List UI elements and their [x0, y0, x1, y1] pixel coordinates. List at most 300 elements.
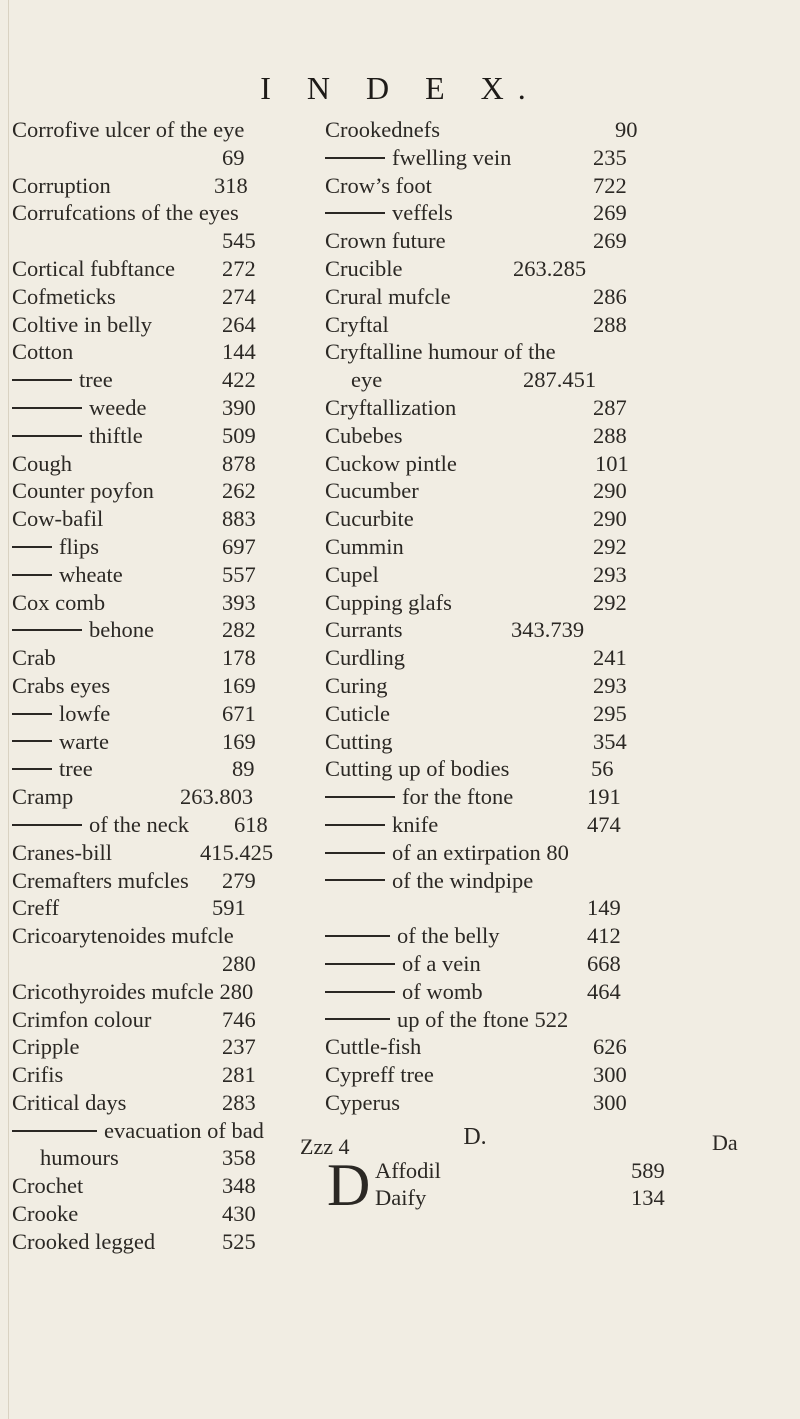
- index-entry: [12, 283, 322, 311]
- entry-term-text: Cotton: [12, 339, 74, 365]
- entry-term: [12, 366, 113, 394]
- entry-term-text: Crifis: [12, 1062, 64, 1088]
- entry-term: [325, 811, 438, 839]
- ditto-dash: [12, 407, 82, 409]
- entry-term-text: tree: [59, 756, 93, 782]
- entry-term: [325, 950, 481, 978]
- entry-term: [12, 644, 56, 672]
- index-entry: [12, 1200, 322, 1228]
- entry-page-number: 269: [593, 228, 627, 254]
- ditto-dash: [325, 991, 395, 993]
- entry-page-number: 288: [593, 422, 627, 448]
- index-entry: [325, 1089, 745, 1117]
- entry-term-text: Corrufcations of the eyes: [12, 200, 239, 226]
- entry-term: [12, 1033, 80, 1061]
- index-entry: [12, 616, 322, 644]
- entry-page-number: 697: [222, 533, 256, 559]
- entry-term: [12, 422, 143, 450]
- entry-term-text: Cuckow pintle: [325, 450, 457, 476]
- entry-page-number: 474: [587, 811, 621, 837]
- index-entry: [12, 839, 322, 867]
- entry-page-number: 668: [587, 950, 621, 976]
- entry-page-number: 557: [222, 561, 256, 587]
- entry-term-text: warte: [59, 728, 109, 754]
- entry-term: [325, 394, 456, 422]
- entry-page-number: 283: [222, 1089, 256, 1115]
- entry-term: [12, 505, 103, 533]
- entry-page-number: 343.739: [511, 617, 585, 643]
- entry-page-number: 101: [595, 450, 629, 476]
- entry-page-number: 318: [214, 172, 248, 198]
- ditto-dash: [12, 824, 82, 826]
- index-entry: [325, 450, 745, 478]
- entry-term-text: Cupping glafs: [325, 589, 452, 615]
- index-entry: [325, 283, 745, 311]
- entry-term-text: Cranes-bill: [12, 839, 112, 865]
- index-entry: [325, 422, 745, 450]
- entry-term-text: Cricothyroides mufcle 280: [12, 978, 254, 1004]
- entry-term: [12, 700, 110, 728]
- index-entry: [325, 728, 745, 756]
- entry-term: [325, 338, 556, 366]
- index-entry: [325, 172, 745, 200]
- ditto-dash: [12, 1130, 97, 1132]
- index-entry: [325, 950, 745, 978]
- entry-page-number: 272: [222, 255, 256, 281]
- ditto-dash: [325, 212, 385, 214]
- entry-term: [12, 199, 239, 227]
- ditto-dash: [325, 157, 385, 159]
- index-entry: [325, 1061, 745, 1089]
- index-entry: [12, 978, 322, 1006]
- entry-page-number: 290: [593, 478, 627, 504]
- index-entry: [325, 199, 745, 227]
- index-entry: [12, 1117, 322, 1145]
- entry-page-number: 618: [234, 811, 268, 837]
- index-entry: [325, 700, 745, 728]
- entry-page-number: 883: [222, 506, 256, 532]
- entry-page-number: 241: [593, 645, 627, 671]
- entry-term-text: Coltive in belly: [12, 311, 152, 337]
- index-entry: [325, 116, 745, 144]
- entry-term-text: Corrofive ulcer of the eye: [12, 117, 245, 142]
- ditto-dash: [325, 1018, 390, 1020]
- entry-page-number: 134: [631, 1184, 665, 1210]
- ditto-dash: [12, 379, 72, 381]
- entry-term-text: knife: [392, 811, 439, 837]
- entry-term: [325, 1061, 434, 1089]
- entry-term-text: Crochet: [12, 1173, 84, 1199]
- index-entry: [12, 338, 322, 366]
- entry-term: [325, 839, 569, 867]
- entry-term: [12, 338, 73, 366]
- entry-term: [325, 255, 402, 283]
- ditto-dash: [12, 546, 52, 548]
- index-entry: [325, 672, 745, 700]
- ditto-dash: [12, 435, 82, 437]
- entry-term: [12, 839, 112, 867]
- entry-term-text: wheate: [59, 561, 123, 587]
- entry-term-text: Crab: [12, 645, 56, 671]
- entry-term-text: weede: [89, 394, 147, 420]
- entry-term: [325, 589, 452, 617]
- entry-term: [12, 450, 72, 478]
- entry-term: [12, 783, 73, 811]
- entry-term-text: Cripple: [12, 1034, 80, 1060]
- entry-term: [12, 394, 146, 422]
- entry-term: [325, 755, 509, 783]
- page-header: I N D E X.: [260, 70, 540, 106]
- entry-term: [325, 227, 446, 255]
- entry-term: [12, 255, 175, 283]
- entry-page-number: 545: [222, 228, 256, 254]
- entry-term: [12, 1228, 155, 1256]
- index-entry: [12, 1033, 322, 1061]
- entry-term-text: Cramp: [12, 784, 74, 810]
- entry-term: [325, 116, 440, 144]
- entry-term-text: Cryftal: [325, 311, 389, 337]
- index-entry: [325, 477, 745, 505]
- entry-term: [12, 533, 99, 561]
- entry-page-number: 422: [222, 367, 256, 393]
- entry-term-text: of womb: [402, 978, 483, 1004]
- entry-page-number: 464: [587, 978, 621, 1004]
- ditto-dash: [325, 963, 395, 965]
- entry-page-number: 288: [593, 311, 627, 337]
- entry-term: Daify: [375, 1184, 427, 1210]
- index-entry: [12, 533, 322, 561]
- entry-term: [12, 172, 111, 200]
- index-entry: [12, 589, 322, 617]
- ditto-dash: [325, 935, 390, 937]
- entry-page-number: 430: [222, 1201, 256, 1227]
- entry-page-number: 589: [631, 1157, 665, 1183]
- index-entry: [12, 255, 322, 283]
- entry-term-text: Counter poyfon: [12, 478, 154, 504]
- index-entry: [325, 227, 745, 255]
- entry-term: [325, 561, 379, 589]
- entry-term: [325, 644, 405, 672]
- index-entry: [12, 1089, 322, 1117]
- index-entry: [12, 950, 322, 978]
- entry-term: [325, 283, 451, 311]
- entry-term-text: Crooke: [12, 1201, 79, 1227]
- index-entry: [12, 227, 322, 255]
- entry-page-number: 412: [587, 923, 621, 949]
- entry-page-number: 415.425: [200, 839, 274, 865]
- entry-page-number: 169: [222, 728, 256, 754]
- entry-term-text: Crown future: [325, 228, 446, 254]
- entry-term-text: Cremafters mufcles: [12, 867, 189, 893]
- ditto-dash: [325, 796, 395, 798]
- entry-term: [12, 1117, 264, 1145]
- index-entry: [12, 672, 322, 700]
- entry-term-text: for the ftone: [402, 784, 514, 810]
- index-entry: [12, 477, 322, 505]
- index-entry: [325, 533, 745, 561]
- entry-page-number: 591: [212, 895, 246, 921]
- index-entry: [325, 783, 745, 811]
- entry-page-number: 293: [593, 561, 627, 587]
- entry-term: [12, 978, 253, 1006]
- entry-term-text: Cutting up of bodies: [325, 756, 510, 782]
- entry-term-text: Crimfon colour: [12, 1006, 152, 1032]
- entry-page-number: 282: [222, 617, 256, 643]
- entry-page-number: 287: [593, 394, 627, 420]
- index-entry: [12, 867, 322, 895]
- index-entry: [325, 394, 745, 422]
- entry-term-text: Cupel: [325, 561, 379, 587]
- index-entry: [325, 144, 745, 172]
- entry-term-text: up of the ftone 522: [397, 1006, 569, 1032]
- entry-term: [325, 477, 419, 505]
- entry-page-number: 286: [593, 283, 627, 309]
- index-entry: [12, 922, 322, 950]
- entry-term: [12, 922, 234, 950]
- entry-term-text: of an extirpation 80: [392, 839, 569, 865]
- index-entry: [325, 561, 745, 589]
- entry-term: [12, 561, 123, 589]
- entry-term-text: of a vein: [402, 950, 481, 976]
- index-entry: [12, 199, 322, 227]
- index-entry: [12, 894, 322, 922]
- entry-term: [12, 477, 154, 505]
- index-entry: [325, 839, 745, 867]
- entry-page-number: 279: [222, 867, 256, 893]
- entry-page-number: 280: [222, 950, 256, 976]
- entry-term-text: flips: [59, 533, 100, 559]
- entry-term: [325, 505, 414, 533]
- index-entry: [12, 116, 322, 144]
- entry-term: [12, 755, 93, 783]
- entry-term-text: veffels: [392, 200, 453, 226]
- entry-term-text: Cutting: [325, 728, 393, 754]
- entry-term: [325, 672, 388, 700]
- entry-term: [325, 311, 389, 339]
- entry-page-number: 292: [593, 533, 627, 559]
- entry-term-text: of the neck: [89, 811, 189, 837]
- entry-term-text: of the belly: [397, 923, 500, 949]
- ditto-dash: [12, 574, 52, 576]
- entry-term-text: Cubebes: [325, 422, 403, 448]
- entry-term: [325, 422, 403, 450]
- entry-page-number: 354: [593, 728, 627, 754]
- entry-term-text: Cyperus: [325, 1089, 400, 1115]
- entry-term: [12, 283, 116, 311]
- entry-term: [325, 533, 404, 561]
- index-entry: [325, 755, 745, 783]
- entry-term: [12, 1200, 78, 1228]
- entry-term-text: Cucurbite: [325, 506, 414, 532]
- entry-page-number: 264: [222, 311, 256, 337]
- entry-term: [325, 199, 453, 227]
- index-entry: [12, 783, 322, 811]
- entry-page-number: 269: [593, 200, 627, 226]
- entry-page-number: 525: [222, 1228, 256, 1254]
- entry-term-text: Cofmeticks: [12, 283, 116, 309]
- entry-page-number: 144: [222, 339, 256, 365]
- entry-term-text: eye: [351, 367, 383, 393]
- index-entry: [12, 172, 322, 200]
- entry-page-number: 263.803: [180, 784, 254, 810]
- entry-page-number: 191: [587, 784, 621, 810]
- index-column-right: [325, 116, 745, 1218]
- entry-term: [12, 589, 105, 617]
- entry-page-number: 671: [222, 700, 256, 726]
- entry-term: [12, 1061, 63, 1089]
- entry-page-number: 89: [232, 756, 255, 782]
- entry-page-number: 274: [222, 283, 256, 309]
- index-entry: [12, 728, 322, 756]
- entry-term: [12, 1089, 126, 1117]
- entry-term-text: Currants: [325, 617, 403, 643]
- index-entry: [325, 616, 745, 644]
- entry-page-number: 348: [222, 1173, 256, 1199]
- entry-page-number: 509: [222, 422, 256, 448]
- entry-page-number: 178: [222, 645, 256, 671]
- dropcap-block: [325, 1151, 745, 1218]
- entry-term: [12, 894, 59, 922]
- entry-term-text: behone: [89, 617, 154, 643]
- ditto-dash: [12, 768, 52, 770]
- entry-term: [12, 311, 152, 339]
- entry-term: [40, 1144, 119, 1172]
- entry-term: [325, 922, 499, 950]
- entry-term: [325, 172, 432, 200]
- index-entry: [325, 1006, 745, 1034]
- index-entry: [325, 505, 745, 533]
- entry-term: [325, 1006, 568, 1034]
- entry-term-text: Cow-bafil: [12, 506, 104, 532]
- entry-term-text: Creff: [12, 895, 60, 921]
- index-entry: [325, 644, 745, 672]
- signature-mark: Zzz 4: [300, 1134, 350, 1159]
- index-entry: [12, 561, 322, 589]
- entry-page-number: 263.285: [513, 255, 587, 281]
- ditto-dash: [12, 740, 52, 742]
- entry-term: [325, 1033, 421, 1061]
- ditto-dash: [325, 824, 385, 826]
- entry-term: Affodil: [375, 1157, 441, 1183]
- entry-term: [325, 728, 393, 756]
- entry-term: [12, 867, 189, 895]
- index-entry: [12, 700, 322, 728]
- index-entry: [12, 450, 322, 478]
- index-entry: [12, 1144, 322, 1172]
- entry-page-number: 293: [593, 672, 627, 698]
- index-entry: [325, 894, 745, 922]
- entry-term: [12, 728, 109, 756]
- entry-page-number: 393: [222, 589, 256, 615]
- index-column-left: [12, 116, 322, 1256]
- entry-term-text: Crooked legged: [12, 1228, 156, 1254]
- index-entry: [325, 255, 745, 283]
- index-entry: [375, 1157, 735, 1184]
- index-entry: [12, 1172, 322, 1200]
- ditto-dash: [325, 852, 385, 854]
- catchword: Da: [712, 1130, 738, 1155]
- index-entry: [325, 978, 745, 1006]
- entry-page-number: 287.451: [523, 367, 597, 393]
- entry-term-text: evacuation of bad: [104, 1117, 264, 1143]
- entry-term: [12, 672, 110, 700]
- entry-term: [325, 783, 513, 811]
- entry-page-number: 292: [593, 589, 627, 615]
- entry-term-text: humours: [40, 1145, 119, 1171]
- entry-term: [325, 450, 457, 478]
- entry-term-text: tree: [79, 367, 113, 393]
- index-entry: [12, 1228, 322, 1256]
- entry-term-text: Cuttle-fish: [325, 1034, 422, 1060]
- index-entry: [12, 366, 322, 394]
- entry-term: [351, 366, 382, 394]
- entry-page-number: 237: [222, 1034, 256, 1060]
- entry-page-number: 390: [222, 394, 256, 420]
- entry-term: [325, 700, 390, 728]
- entry-term-text: Crural mufcle: [325, 283, 451, 309]
- index-entry: [325, 922, 745, 950]
- entry-page-number: 169: [222, 672, 256, 698]
- entry-page-number: 56: [591, 756, 614, 782]
- index-entry: [325, 366, 745, 394]
- entry-term-text: Cucumber: [325, 478, 419, 504]
- index-entry: [12, 144, 322, 172]
- index-entry: [12, 1006, 322, 1034]
- entry-term-text: Crabs eyes: [12, 672, 111, 698]
- entry-page-number: 295: [593, 700, 627, 726]
- ditto-dash: [325, 879, 385, 881]
- entry-term-text: Crookednefs: [325, 117, 440, 142]
- entry-page-number: 300: [593, 1089, 627, 1115]
- entry-term-text: Critical days: [12, 1089, 127, 1115]
- entry-page-number: 358: [222, 1145, 256, 1171]
- entry-page-number: 149: [587, 895, 621, 921]
- entry-page-number: 90: [615, 117, 638, 142]
- entry-page-number: 878: [222, 450, 256, 476]
- index-entry: [325, 811, 745, 839]
- ditto-dash: [12, 629, 82, 631]
- entry-term-text: lowfe: [59, 700, 111, 726]
- entry-page-number: 69: [222, 144, 245, 170]
- index-entry: [12, 644, 322, 672]
- entry-term: [325, 1089, 400, 1117]
- index-entry: [325, 1033, 745, 1061]
- entry-page-number: 626: [593, 1034, 627, 1060]
- entry-term-text: Crow’s foot: [325, 172, 432, 198]
- entry-term-text: Cortical fubftance: [12, 255, 176, 281]
- entry-term: [325, 978, 483, 1006]
- entry-page-number: 290: [593, 506, 627, 532]
- entry-term: [12, 811, 189, 839]
- index-entry: [12, 755, 322, 783]
- ditto-dash: [12, 713, 52, 715]
- entry-term-text: Cummin: [325, 533, 404, 559]
- index-entry: [12, 311, 322, 339]
- page-edge: [8, 0, 9, 1419]
- entry-term: [325, 867, 533, 895]
- entry-term-text: of the windpipe: [392, 867, 534, 893]
- dropcap-letter: D: [327, 1151, 371, 1218]
- entry-term: [325, 144, 511, 172]
- entry-term-text: Cuticle: [325, 700, 390, 726]
- entry-term: [12, 1006, 151, 1034]
- section-letter: D.: [463, 1123, 487, 1150]
- entry-term-text: Corruption: [12, 172, 111, 198]
- entry-term-text: Curing: [325, 672, 388, 698]
- entry-term: [12, 116, 244, 144]
- index-entry: [325, 867, 745, 895]
- index-entry: [12, 394, 322, 422]
